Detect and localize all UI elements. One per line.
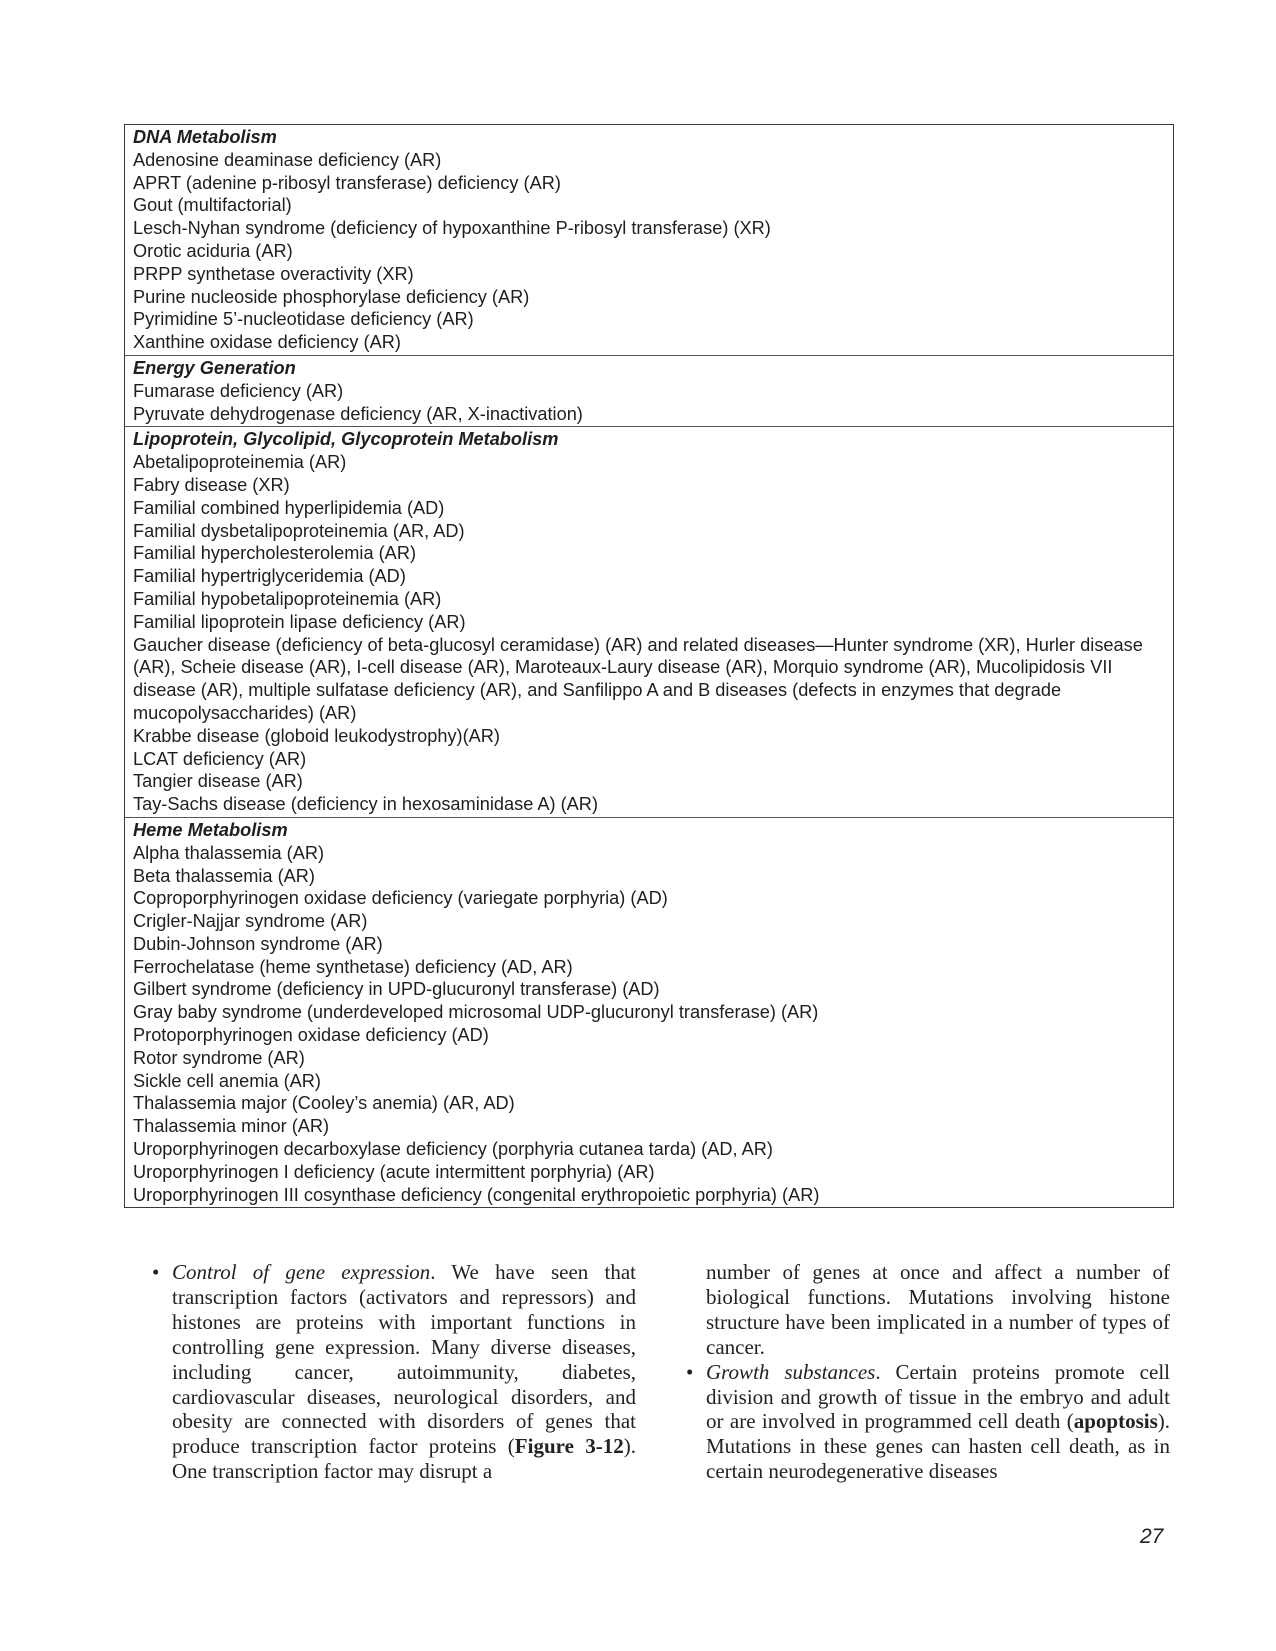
body-text-columns: [152, 1260, 1170, 1484]
list-item: Familial combined hyperlipidemia (AD): [133, 497, 445, 518]
list-item: Adenosine deaminase deficiency (AR): [133, 149, 442, 170]
list-item: Tangier disease (AR): [133, 771, 303, 792]
paragraph-text: ). Mutations in these genes can hasten cell death, as in certain neurodegenerative diseases: [706, 1409, 1170, 1484]
list-item: Uroporphyrinogen decarboxylase deficiency (porphyria cutanea tarda) (AD, AR): [133, 1139, 773, 1160]
list-item: Coproporphyrinogen oxidase deficiency (variegate porphyria) (AD): [133, 888, 668, 909]
list-item: Gaucher disease (deficiency of beta-glucosyl ceramidase) (AR) and related diseases—Hunter syndrome (XR), Hurler disease (AR), Scheie disease (AR), I-cell disease (AR), Maroteaux-Laury disease (AR), Morquio syndrome (AR), Mucolipidosis VII disease (AR), multiple sulfatase deficiency (AR), and Sanfilippo A and B diseases (defects in enzymes that degrade mucopolysaccharides) (AR): [133, 634, 1143, 723]
list-item: Pyruvate dehydrogenase deficiency (AR, X-inactivation): [133, 403, 583, 424]
bullet-term: Growth substances: [706, 1359, 876, 1384]
list-item: Gout (multifactorial): [133, 195, 292, 216]
section-title: Heme Metabolism: [133, 819, 288, 840]
paragraph-text: . Certain proteins promote cell division and growth of tissue in the embryo and adult or are involved in programmed cell death (: [706, 1359, 1170, 1434]
list-item: Protoporphyrinogen oxidase deficiency (AD): [133, 1025, 489, 1046]
bullet-icon: •: [152, 1260, 160, 1284]
bullet-growth-substances: [686, 1360, 1170, 1485]
list-item: Dubin-Johnson syndrome (AR): [133, 933, 383, 954]
paragraph-continuation: number of genes at once and affect a number of biological functions. Mutations involving histone structure have been implicated in a number of types of cancer.: [706, 1260, 1170, 1359]
list-item: Familial hypobetalipoproteinemia (AR): [133, 588, 442, 609]
bullet-control-of-gene-expression: [152, 1260, 636, 1484]
disorders-table: [124, 124, 1174, 1208]
bullet-icon: •: [686, 1359, 694, 1384]
right-column: [686, 1260, 1170, 1484]
section-items: [133, 842, 1165, 1207]
section-title: Energy Generation: [133, 357, 296, 378]
section-title: Lipoprotein, Glycolipid, Glycoprotein Metabolism: [133, 429, 559, 450]
list-item: Crigler-Najjar syndrome (AR): [133, 911, 368, 932]
list-item: Orotic aciduria (AR): [133, 240, 293, 261]
list-item: Xanthine oxidase deficiency (AR): [133, 332, 401, 353]
paragraph-text: ). One transcription factor may disrupt a: [172, 1434, 636, 1484]
list-item: Thalassemia major (Cooley’s anemia) (AR, AD): [133, 1093, 515, 1114]
list-item: Abetalipoproteinemia (AR): [133, 452, 347, 473]
list-item: Fabry disease (XR): [133, 474, 290, 495]
list-item: Familial lipoprotein lipase deficiency (AR): [133, 611, 466, 632]
list-item: Uroporphyrinogen I deficiency (acute intermittent porphyria) (AR): [133, 1161, 655, 1182]
list-item: Lesch-Nyhan syndrome (deficiency of hypoxanthine P-ribosyl transferase) (XR): [133, 218, 771, 239]
bullet-term: Control of gene expression: [172, 1260, 431, 1284]
list-item: Familial dysbetalipoproteinemia (AR, AD): [133, 520, 465, 541]
list-item: Purine nucleoside phosphorylase deficiency (AR): [133, 286, 530, 307]
list-item: Thalassemia minor (AR): [133, 1116, 330, 1137]
list-item: PRPP synthetase overactivity (XR): [133, 263, 414, 284]
list-item: Beta thalassemia (AR): [133, 865, 315, 886]
section-title: DNA Metabolism: [133, 127, 277, 147]
list-item: Alpha thalassemia (AR): [133, 842, 325, 863]
section-items: [133, 380, 1165, 426]
list-item: APRT (adenine p-ribosyl transferase) deficiency (AR): [133, 172, 561, 193]
figure-reference: Figure 3-12: [514, 1434, 624, 1459]
list-item: Familial hypercholesterolemia (AR): [133, 543, 417, 564]
table-section-lipoprotein-metabolism: [125, 427, 1173, 818]
paragraph-text: . We have seen that transcription factors (activators and repressors) and histones are proteins with important functions in controlling gene expression. Many diverse diseases, including cancer, autoimmunity, diabetes, cardiovascular diseases, neurological disorders, and obesity are connected with disorders of genes that produce transcription factor proteins (: [172, 1260, 636, 1459]
list-item: Sickle cell anemia (AR): [133, 1070, 321, 1091]
list-item: Gilbert syndrome (deficiency in UPD-glucuronyl transferase) (AD): [133, 979, 660, 1000]
list-item: Uroporphyrinogen III cosynthase deficiency (congenital erythropoietic porphyria) (AR): [133, 1184, 820, 1205]
list-item: Krabbe disease (globoid leukodystrophy)(AR): [133, 725, 500, 746]
table-section-heme-metabolism: [125, 818, 1173, 1208]
bold-term: apoptosis: [1073, 1409, 1158, 1434]
list-item: Familial hypertriglyceridemia (AD): [133, 566, 406, 587]
page-number: 27: [1140, 1525, 1164, 1548]
table-section-dna-metabolism: [125, 125, 1173, 356]
table-section-energy-generation: [125, 356, 1173, 427]
list-item: Ferrochelatase (heme synthetase) deficiency (AD, AR): [133, 956, 573, 977]
list-item: Fumarase deficiency (AR): [133, 380, 344, 401]
list-item: Pyrimidine 5’-nucleotidase deficiency (AR): [133, 309, 474, 330]
list-item: Gray baby syndrome (underdeveloped microsomal UDP-glucuronyl transferase) (AR): [133, 1002, 819, 1023]
list-item: Tay-Sachs disease (deficiency in hexosaminidase A) (AR): [133, 794, 598, 815]
left-column: [152, 1260, 636, 1484]
list-item: Rotor syndrome (AR): [133, 1047, 305, 1068]
list-item: LCAT deficiency (AR): [133, 748, 307, 769]
section-items: [133, 451, 1165, 816]
section-items: [133, 149, 1165, 354]
